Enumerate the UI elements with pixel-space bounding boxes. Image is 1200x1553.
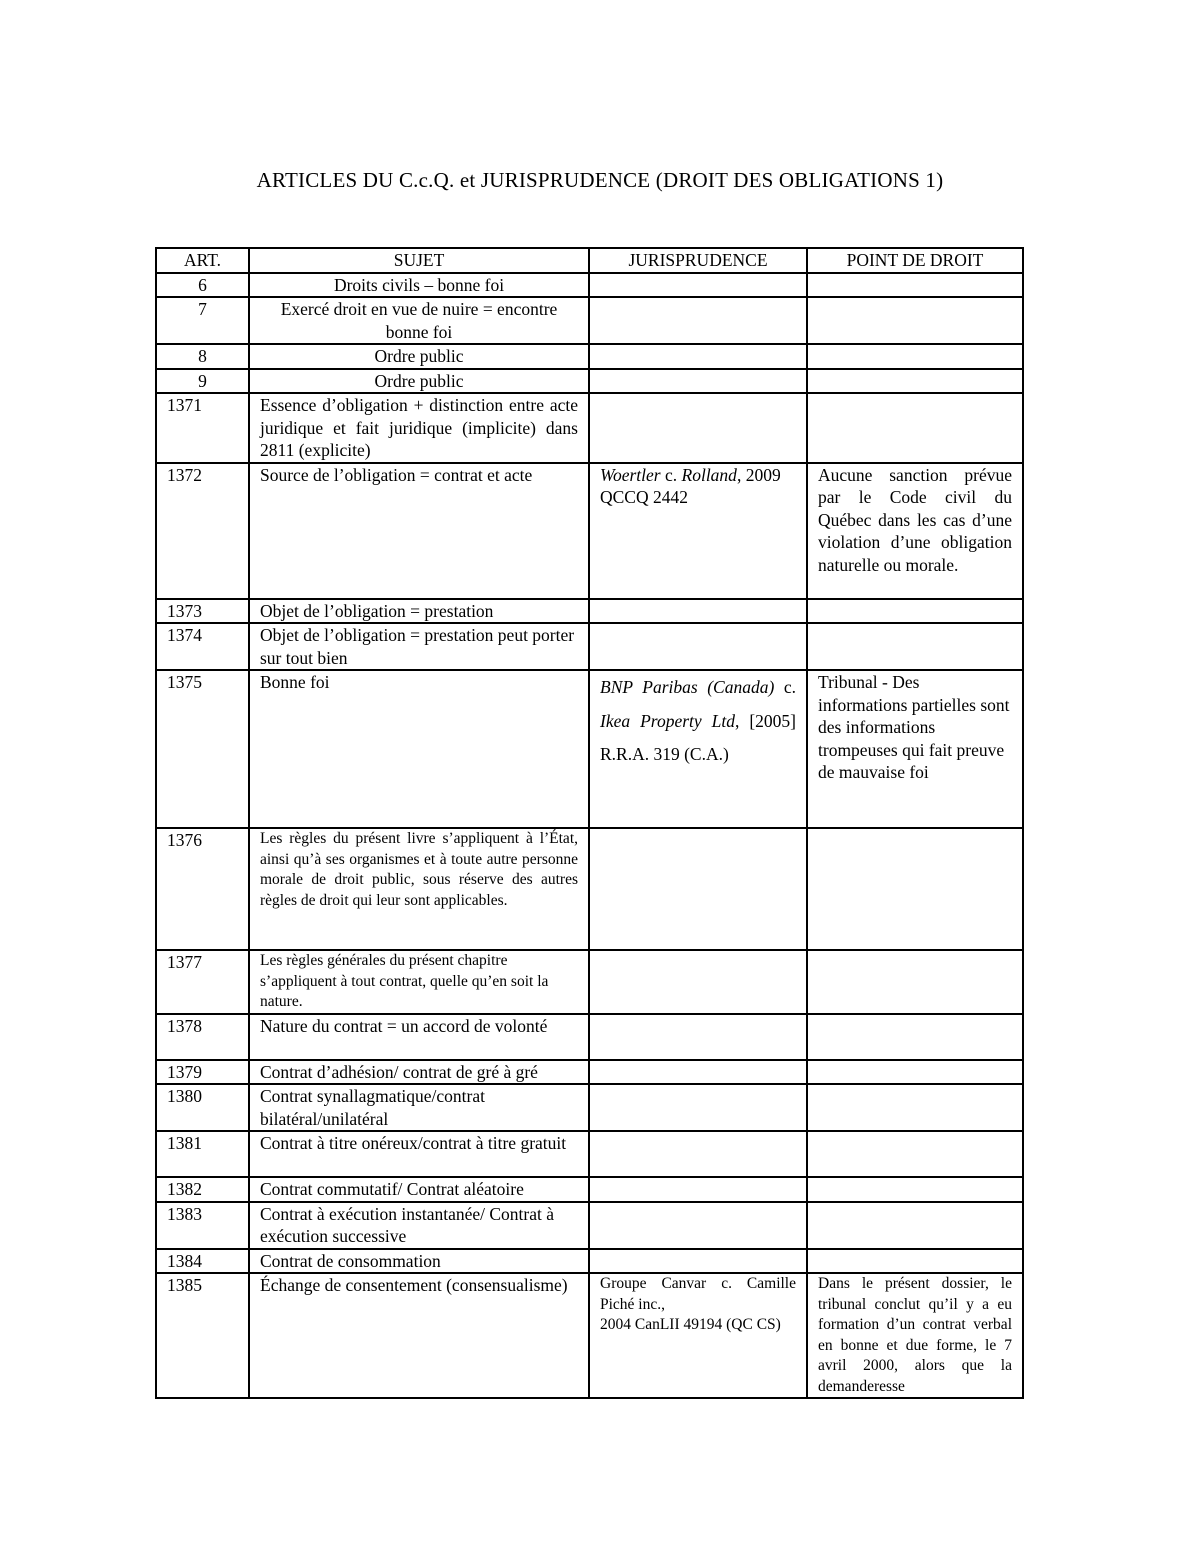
jurisprudence-cell	[589, 1177, 807, 1202]
point-cell: Tribunal - Des informations partielles sont des informations trompeuses qui fait preuve de mauvaise foi	[807, 670, 1023, 828]
sujet-cell: Contrat synallagmatique/contrat bilatéral/unilatéral	[249, 1084, 589, 1131]
point-cell	[807, 1014, 1023, 1060]
sujet-cell: Contrat à titre onéreux/contrat à titre gratuit	[249, 1131, 589, 1177]
header-point-de-droit: POINT DE DROIT	[807, 248, 1023, 273]
sujet-cell: Exercé droit en vue de nuire = encontre bonne foi	[249, 297, 589, 344]
case-party: Woertler	[600, 464, 661, 485]
art-number: 1374	[156, 623, 249, 670]
jurisprudence-cell	[589, 1202, 807, 1249]
art-number: 1376	[156, 828, 249, 950]
sujet-cell: Contrat d’adhésion/ contrat de gré à gré	[249, 1060, 589, 1085]
point-cell	[807, 297, 1023, 344]
case-party: Ikea Property Ltd	[600, 710, 735, 731]
case-citation: , 2009 QCCQ 2442	[600, 464, 781, 507]
art-number: 1382	[156, 1177, 249, 1202]
sujet-cell: Contrat de consommation	[249, 1249, 589, 1274]
table-row	[156, 1084, 1023, 1131]
point-cell	[807, 1177, 1023, 1202]
art-number: 1383	[156, 1202, 249, 1249]
point-cell	[807, 1131, 1023, 1177]
sujet-cell: Objet de l’obligation = prestation	[249, 599, 589, 624]
art-number: 1385	[156, 1273, 249, 1398]
table-row	[156, 1131, 1023, 1177]
art-number: 1373	[156, 599, 249, 624]
table-row	[156, 1177, 1023, 1202]
header-jurisprudence: JURISPRUDENCE	[589, 248, 807, 273]
sujet-cell: Objet de l’obligation = prestation peut porter sur tout bien	[249, 623, 589, 670]
table-row	[156, 344, 1023, 369]
art-number: 1378	[156, 1014, 249, 1060]
jurisprudence-cell	[589, 828, 807, 950]
case-citation: , [2005] R.R.A. 319 (C.A.)	[600, 710, 796, 764]
jurisprudence-cell	[589, 1131, 807, 1177]
point-cell	[807, 1249, 1023, 1274]
jurisprudence-cell	[589, 1084, 807, 1131]
table-row	[156, 599, 1023, 624]
table-row	[156, 1273, 1023, 1398]
jurisprudence-cell	[589, 1014, 807, 1060]
sujet-cell: Les règles du présent livre s’appliquent à l’État, ainsi qu’à ses organismes et à toute autre personne morale de droit public, sous réserve des autres règles de droit qui leur sont applicables.	[249, 828, 589, 950]
jurisprudence-cell	[589, 950, 807, 1014]
articles-table	[155, 247, 1024, 1399]
jurisprudence-cell	[589, 393, 807, 463]
jurisprudence-cell	[589, 344, 807, 369]
art-number: 6	[156, 273, 249, 298]
point-cell	[807, 344, 1023, 369]
sujet-cell: Contrat commutatif/ Contrat aléatoire	[249, 1177, 589, 1202]
jurisprudence-cell	[589, 369, 807, 394]
art-number: 1372	[156, 463, 249, 599]
case-separator: c.	[774, 677, 796, 697]
jurisprudence-cell	[589, 623, 807, 670]
page-title: ARTICLES DU C.c.Q. et JURISPRUDENCE (DROIT DES OBLIGATIONS 1)	[256, 168, 944, 192]
table-row	[156, 1202, 1023, 1249]
table-row	[156, 393, 1023, 463]
point-cell	[807, 273, 1023, 298]
table-row	[156, 297, 1023, 344]
table-row	[156, 828, 1023, 950]
art-number: 1381	[156, 1131, 249, 1177]
jurisprudence-cell	[589, 297, 807, 344]
table-row	[156, 670, 1023, 828]
art-number: 7	[156, 297, 249, 344]
point-cell	[807, 1202, 1023, 1249]
sujet-cell: Contrat à exécution instantanée/ Contrat à exécution successive	[249, 1202, 589, 1249]
sujet-cell: Droits civils – bonne foi	[249, 273, 589, 298]
sujet-cell: Nature du contrat = un accord de volonté	[249, 1014, 589, 1060]
art-number: 1380	[156, 1084, 249, 1131]
case-citation: 2004 CanLII 49194 (QC CS)	[600, 1316, 781, 1333]
jurisprudence-cell	[589, 599, 807, 624]
art-number: 1377	[156, 950, 249, 1014]
jurisprudence-cell	[589, 1273, 807, 1398]
table-row	[156, 369, 1023, 394]
point-cell	[807, 1084, 1023, 1131]
point-cell	[807, 623, 1023, 670]
table-row	[156, 623, 1023, 670]
jurisprudence-cell	[589, 670, 807, 828]
art-number: 1379	[156, 1060, 249, 1085]
table-row	[156, 1014, 1023, 1060]
point-cell	[807, 950, 1023, 1014]
point-cell	[807, 369, 1023, 394]
case-separator: c.	[660, 464, 682, 485]
jurisprudence-cell	[589, 1249, 807, 1274]
jurisprudence-cell	[589, 463, 807, 599]
jurisprudence-cell	[589, 1060, 807, 1085]
point-cell	[807, 1060, 1023, 1085]
art-number: 8	[156, 344, 249, 369]
point-cell: Aucune sanction prévue par le Code civil du Québec dans les cas d’une violation d’une obligation naturelle ou morale.	[807, 463, 1023, 599]
point-cell	[807, 828, 1023, 950]
table-row	[156, 950, 1023, 1014]
sujet-cell: Ordre public	[249, 344, 589, 369]
header-sujet: SUJET	[249, 248, 589, 273]
art-number: 1375	[156, 670, 249, 828]
jurisprudence-cell	[589, 273, 807, 298]
sujet-cell: Les règles générales du présent chapitre s’appliquent à tout contrat, quelle qu’en soit la nature.	[249, 950, 589, 1014]
table-row	[156, 463, 1023, 599]
header-art: ART.	[156, 248, 249, 273]
table-header-row	[156, 248, 1023, 273]
case-name: Groupe Canvar c. Camille Piché inc.,	[600, 1275, 796, 1313]
art-number: 9	[156, 369, 249, 394]
art-number: 1371	[156, 393, 249, 463]
point-cell	[807, 599, 1023, 624]
case-party: BNP Paribas (Canada)	[600, 677, 775, 697]
sujet-cell: Source de l’obligation = contrat et acte	[249, 463, 589, 599]
sujet-cell: Échange de consentement (consensualisme)	[249, 1273, 589, 1398]
art-number: 1384	[156, 1249, 249, 1274]
sujet-cell: Bonne foi	[249, 670, 589, 828]
sujet-cell: Ordre public	[249, 369, 589, 394]
case-party: Rolland	[681, 464, 737, 485]
point-cell	[807, 393, 1023, 463]
sujet-cell: Essence d’obligation + distinction entre acte juridique et fait juridique (implicite) dans 2811 (explicite)	[249, 393, 589, 463]
table-row	[156, 273, 1023, 298]
table-row	[156, 1249, 1023, 1274]
point-cell: Dans le présent dossier, le tribunal conclut qu’il y a eu formation d’un contrat verbal en bonne et due forme, le 7 avril 2000, alors que la demanderesse	[807, 1273, 1023, 1398]
table-row	[156, 1060, 1023, 1085]
